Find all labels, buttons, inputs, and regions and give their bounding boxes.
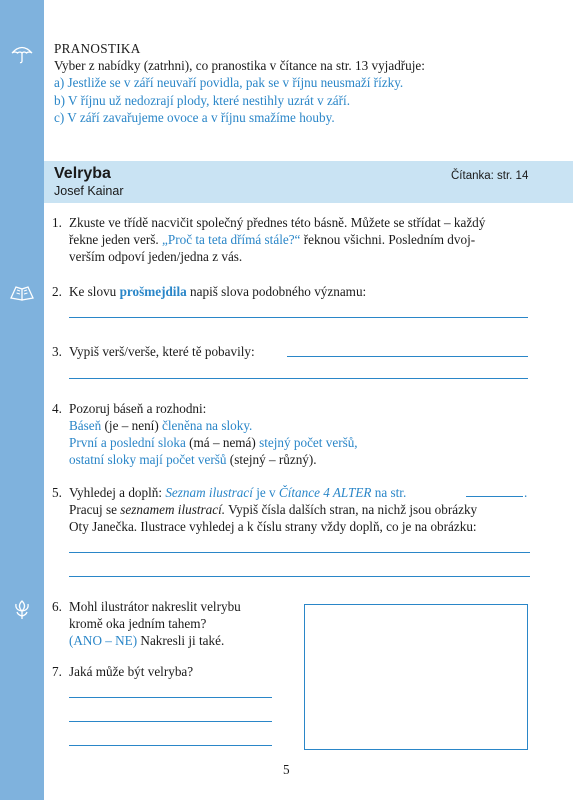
task-5-text: je v — [252, 485, 279, 500]
task-2-prompt — [69, 283, 366, 300]
task-1-number: 1. — [52, 215, 62, 230]
task-3-answer-line-1[interactable] — [287, 356, 528, 357]
task-5-text: Vypiš čísla dalších stran, na nichž jsou obrázky — [225, 502, 478, 517]
pranostika-option-a[interactable]: a) Jestliže se v září neuvaří povidla, pak se v říjnu neusmaží řízky. — [54, 75, 404, 90]
task-4-prompt: Pozoruj báseň a rozhodni: — [69, 401, 207, 416]
task-5-answer-line-1[interactable] — [69, 552, 530, 553]
task-1-text-end: řeknou všichni. Posledním dvoj- — [300, 232, 476, 247]
drawing-box[interactable] — [304, 604, 528, 750]
task-4-choice[interactable]: (stejný – různý). — [226, 452, 317, 467]
task-3-number: 3. — [52, 344, 62, 359]
poem-title: Velryba — [54, 165, 111, 182]
task-5-line-3: Oty Janečka. Ilustrace vyhledej a k číslu strany vždy doplň, co je na obrázku: — [69, 519, 477, 534]
task-1-quote: „Proč ta teta dřímá stále?“ — [162, 232, 301, 247]
task-5-period: . — [524, 485, 528, 500]
task-4-choice[interactable]: (má – nemá) — [185, 435, 260, 450]
task-4-text: členěna na sloky. — [162, 418, 253, 433]
task-5-text: na str. — [371, 485, 407, 500]
task-2-keyword: prošmejdila — [119, 284, 187, 299]
task-4-choice[interactable]: (je – není) — [101, 418, 163, 433]
task-6-choice[interactable]: (ANO – NE) — [69, 633, 138, 648]
task-2-number: 2. — [52, 284, 62, 299]
pranostika-instruction: Vyber z nabídky (zatrhni), co pranostika v čítance na str. 13 vyjadřuje: — [54, 58, 425, 73]
task-3-prompt: Vypiš verš/verše, které tě pobavily: — [69, 344, 255, 359]
task-5-answer-line-2[interactable] — [69, 576, 530, 577]
task-4-line-4 — [69, 451, 317, 468]
task-5-page-blank[interactable] — [466, 496, 523, 497]
task-6-number: 6. — [52, 599, 62, 614]
task-3-answer-line-2[interactable] — [69, 378, 528, 379]
task-5-italic: Seznam ilustrací — [165, 485, 253, 500]
task-2-answer-line[interactable] — [69, 317, 528, 318]
task-5-text: Vyhledej a doplň: — [69, 485, 166, 500]
textbook-reference: Čítanka: str. 14 — [451, 170, 529, 182]
task-5-text: Pracuj se — [69, 502, 121, 517]
task-4-text: První a poslední sloka — [69, 435, 186, 450]
task-7-prompt: Jaká může být velryba? — [69, 664, 194, 679]
task-4-text: stejný počet veršů, — [259, 435, 358, 450]
task-5-italic: seznamem ilustrací. — [120, 502, 226, 517]
task-7-answer-line-1[interactable] — [69, 697, 272, 698]
task-6-line-3 — [69, 632, 224, 649]
task-2-text-end: napiš slova podobného významu: — [186, 284, 367, 299]
task-1-line-3: verším odpoví jeden/jedna z vás. — [69, 249, 243, 264]
pranostika-option-b[interactable]: b) V říjnu už nedozrají plody, které nestihly uzrát v září. — [54, 93, 351, 108]
page-number: 5 — [283, 762, 290, 777]
open-book-icon — [9, 283, 35, 303]
task-1-text: řekne jeden verš. — [69, 232, 163, 247]
task-6-line-2: kromě oka jedním tahem? — [69, 616, 207, 631]
task-4-text: ostatní sloky mají počet veršů — [69, 452, 227, 467]
task-5-italic: Čítance 4 ALTER — [278, 485, 372, 500]
left-sidebar — [0, 0, 44, 800]
task-4-line-3 — [69, 434, 358, 451]
poem-author: Josef Kainar — [54, 184, 124, 198]
task-7-answer-line-2[interactable] — [69, 721, 272, 722]
task-1-line-2 — [69, 231, 475, 248]
task-1-line-1: Zkuste ve třídě nacvičit společný přednes této básně. Můžete se střídat – každý — [69, 215, 486, 230]
task-6-line-1: Mohl ilustrátor nakreslit velrybu — [69, 599, 241, 614]
task-5-number: 5. — [52, 485, 62, 500]
task-7-answer-line-3[interactable] — [69, 745, 272, 746]
task-2-text: Ke slovu — [69, 284, 120, 299]
task-4-line-2 — [69, 417, 252, 434]
task-4-text: Báseň — [69, 418, 102, 433]
pranostika-option-c[interactable]: c) V září zavařujeme ovoce a v říjnu smažíme houby. — [54, 110, 335, 125]
task-7-number: 7. — [52, 664, 62, 679]
umbrella-icon — [9, 44, 35, 64]
task-5-line-2 — [69, 501, 477, 518]
task-6-text: Nakresli ji také. — [137, 633, 225, 648]
task-4-number: 4. — [52, 401, 62, 416]
pranostika-title: PRANOSTIKA — [54, 41, 141, 56]
task-5-line-1 — [69, 484, 406, 501]
flower-icon — [9, 597, 35, 621]
